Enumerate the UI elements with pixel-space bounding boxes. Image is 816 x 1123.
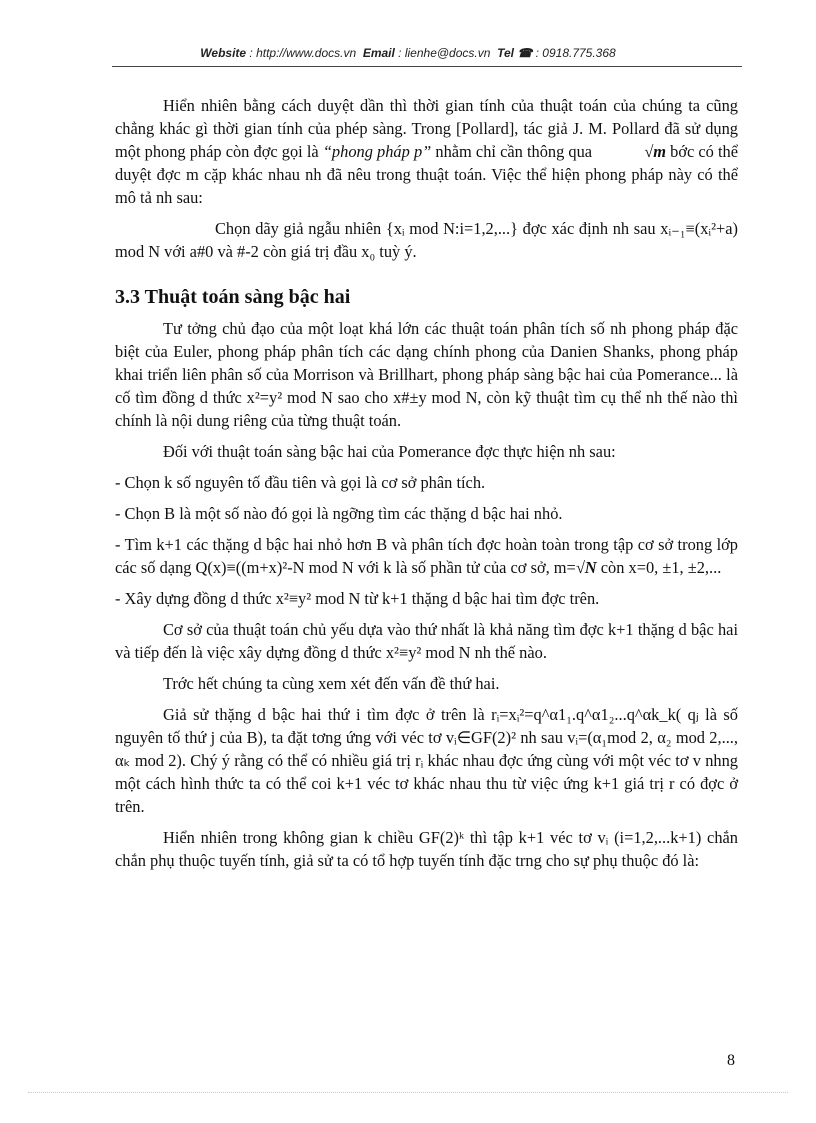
phone-icon: ☎ (517, 46, 533, 60)
section-heading: 3.3 Thuật toán sàng bậc hai (115, 286, 351, 308)
list-item: - Chọn k số nguyên tố đầu tiên và gọi là cơ sở phân tích. (115, 473, 486, 492)
page-number: 8 (727, 1052, 735, 1069)
page-header (0, 46, 816, 60)
tel-label: Tel (497, 46, 514, 60)
list-item (115, 533, 738, 579)
sqrt-m-formula: √m (644, 142, 666, 161)
email-label: Email (362, 46, 395, 60)
header-divider (112, 66, 742, 67)
paragraph-pollard (115, 94, 738, 209)
tel-value: : 0918.775.368 (535, 46, 616, 60)
paragraph-linear-dependence: Hiển nhiên trong không gian k chiều GF(2)ᵏ thì tập k+1 véc tơ vᵢ (i=1,2,...k+1) chắn chắn phụ thuộc tuyến tính, giả sử ta có tổ hợp tuyến tính đặc trng cho sự phụ thuộc đó là: (115, 828, 738, 870)
email-value: : lienhe@docs.vn (398, 46, 491, 60)
footer-divider (28, 1092, 788, 1093)
website-value: : http://www.docs.vn (249, 46, 357, 60)
list-item: - Xây dựng đồng d thức x²≡y² mod N từ k+1 thặng d bậc hai tìm đợc trên. (115, 589, 600, 608)
list-item: - Chọn B là một số nào đó gọi là ngỡng tìm các thặng d bậc hai nhỏ. (115, 504, 563, 523)
paragraph-text: Hiển nhiên bằng cách duyệt dần thì thời gian tính của thuật toán của chúng ta cũng chẳng khác gì thời gian tính của phép sàng. Trong [Pollard], tác giả J. M. Pollard đã sử dụng một phong pháp còn đợc gọi là (115, 96, 738, 161)
paragraph-text: nhằm chỉ cần thông qua (435, 142, 593, 161)
list-item-text: còn x=0, ±1, ±2,... (600, 558, 722, 577)
paragraph-residue: Giả sử thặng d bậc hai thứ i tìm đợc ở trên là rᵢ=xᵢ²=q^α1₁.q^α1₂...q^αk_k( qⱼ là số nguyên tố thứ j của B), ta đặt tơng ứng với véc tơ vᵢ∈GF(2)² nh sau vᵢ=(α₁mod 2, α₂ mod 2,..., αₖ mod 2). Chý ý rằng có thể có nhiều giá trị rᵢ khác nhau đợc ứng cùng với một véc tơ v nhng một cách hình thức ta có thể coi k+1 véc tơ khác nhau thu từ việc ứng k+1 giá trị r có đợc ở trên. (115, 705, 738, 816)
paragraph-sequence: Chọn dãy giả ngẫu nhiên {xᵢ mod N:i=1,2,...} đợc xác định nh sau xᵢ₋₁≡(xᵢ²+a) mod N với a#0 và #-2 còn giá trị đầu x₀ tuỳ ý. (115, 219, 738, 261)
document-body (115, 94, 738, 872)
website-label: Website (200, 46, 247, 60)
paragraph-pomerance: Đối với thuật toán sàng bậc hai của Pomerance đợc thực hiện nh sau: (163, 442, 616, 461)
paragraph-basis: Cơ sở của thuật toán chủ yếu dựa vào thứ nhất là khả năng tìm đợc k+1 thặng d bậc hai và tiếp đến là việc xây dựng đồng d thức x²≡y² mod N nh thế nào. (115, 620, 738, 662)
paragraph-idea: Tư tởng chủ đạo của một loạt khá lớn các thuật toán phân tích số nh phong pháp đặc biệt của Euler, phong pháp phân tích các dạng chính phong của Danien Shanks, phong pháp khai triển liên phân số của Morrison và Brillhart, phong pháp sàng bậc hai của Pomerance... là cố tìm đồng d thức x²=y² mod N sao cho x#±y mod N, còn kỹ thuật tìm cụ thể nh thế nào thì chính là nội dung riêng của từng thuật toán. (115, 319, 738, 430)
sqrt-n-formula: √N (575, 558, 597, 577)
paragraph-text: bớc có thể duyệt đợc m cặp khác nhau nh đã nêu trong thuật toán. Việc thể hiện phong pháp này có thể mô tả nh sau: (115, 142, 739, 207)
list-item-text: - Tìm k+1 các thặng d bậc hai nhỏ hơn B và phân tích đợc hoàn toàn trong tập cơ sở trong lớp các số dạng Q(x)≡((m+x)²-N mod N với k là số phần tử của cơ sở, m= (115, 535, 738, 577)
method-name: “phong pháp p” (322, 142, 432, 161)
paragraph-second-issue: Trớc hết chúng ta cùng xem xét đến vấn đề thứ hai. (163, 674, 500, 693)
